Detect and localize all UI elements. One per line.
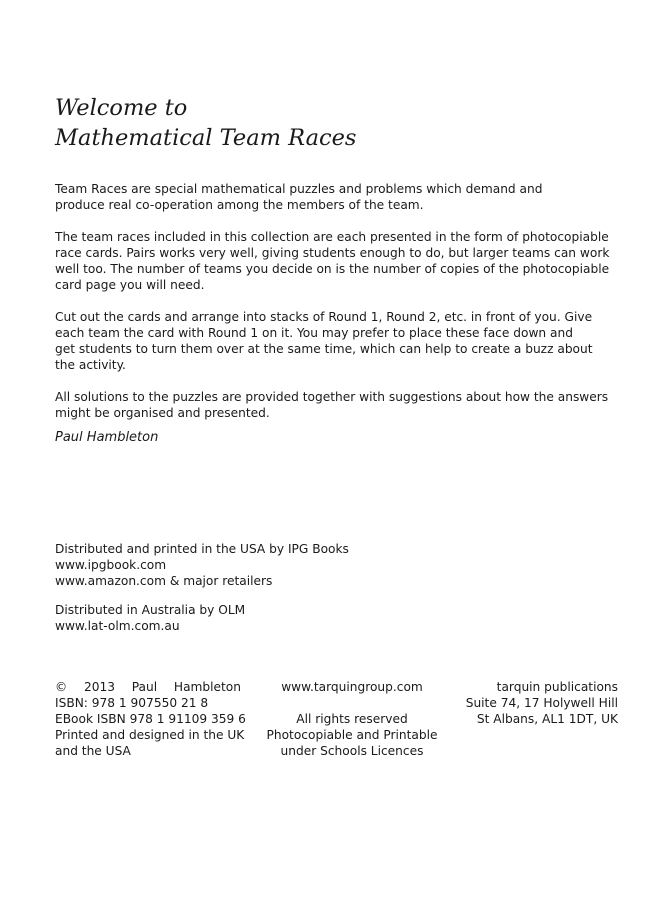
distribution-usa: [55, 541, 349, 589]
licence-line-1: Photocopiable and Printable: [266, 728, 438, 742]
isbn: ISBN: 978 1 907550 21 8: [55, 696, 209, 710]
printed-line-1: Printed and designed in the UK: [55, 728, 245, 742]
distribution-australia-line: Distributed in Australia by OLM: [55, 603, 246, 617]
copyright-first-name: Paul: [131, 680, 158, 694]
intro-paragraph-4: All solutions to the puzzles are provided together with suggestions about how the answers might be organised and presented.: [55, 390, 609, 420]
distribution-usa-line: Distributed and printed in the USA by IPG Books: [55, 542, 349, 556]
footer-center-column: [262, 679, 442, 759]
copyright-line: [55, 679, 241, 695]
amazon-link: www.amazon.com & major retailers: [55, 574, 273, 588]
distribution-australia: [55, 602, 245, 634]
title-line-2: Mathematical Team Races: [55, 125, 357, 151]
spacer: [262, 695, 442, 711]
rights-notice: All rights reserved: [296, 712, 408, 726]
lat-olm-link: www.lat-olm.com.au: [55, 619, 180, 633]
copyright-symbol: ©: [55, 680, 68, 694]
publisher-website: www.tarquingroup.com: [281, 680, 423, 694]
intro-paragraph-1: Team Races are special mathematical puzzles and problems which demand and produce real co-operation among the members of the team.: [55, 182, 543, 212]
ipgbook-link: www.ipgbook.com: [55, 558, 167, 572]
footer-left-column: [55, 679, 245, 759]
publisher-name: tarquin publications: [496, 680, 618, 694]
intro-paragraph-3: Cut out the cards and arrange into stacks of Round 1, Round 2, etc. in front of you. Give each team the card with Round 1 on it. You may prefer to place these face down and get students to turn them over at the same time, which can help to create a buzz about the activity.: [55, 310, 593, 372]
printed-line-2: and the USA: [55, 744, 131, 758]
copyright-last-name: Hambleton: [173, 680, 241, 694]
address-line-2: St Albans, AL1 1DT, UK: [476, 712, 618, 726]
footer-right-column: [440, 679, 618, 727]
intro-text: [55, 181, 615, 437]
title-line-1: Welcome to: [55, 95, 188, 121]
intro-paragraph-2: The team races included in this collection are each presented in the form of photocopiable race cards. Pairs works very well, giving students enough to do, but larger teams can work well too. The number of teams you decide on is the number of copies of the photocopiable card page you will need.: [55, 230, 610, 292]
copyright-year: 2013: [83, 680, 115, 694]
licence-line-2: under Schools Licences: [280, 744, 424, 758]
address-line-1: Suite 74, 17 Holywell Hill: [465, 696, 618, 710]
author-signature: Paul Hambleton: [55, 430, 159, 445]
page-title: [55, 93, 356, 153]
ebook-isbn: EBook ISBN 978 1 91109 359 6: [55, 712, 246, 726]
